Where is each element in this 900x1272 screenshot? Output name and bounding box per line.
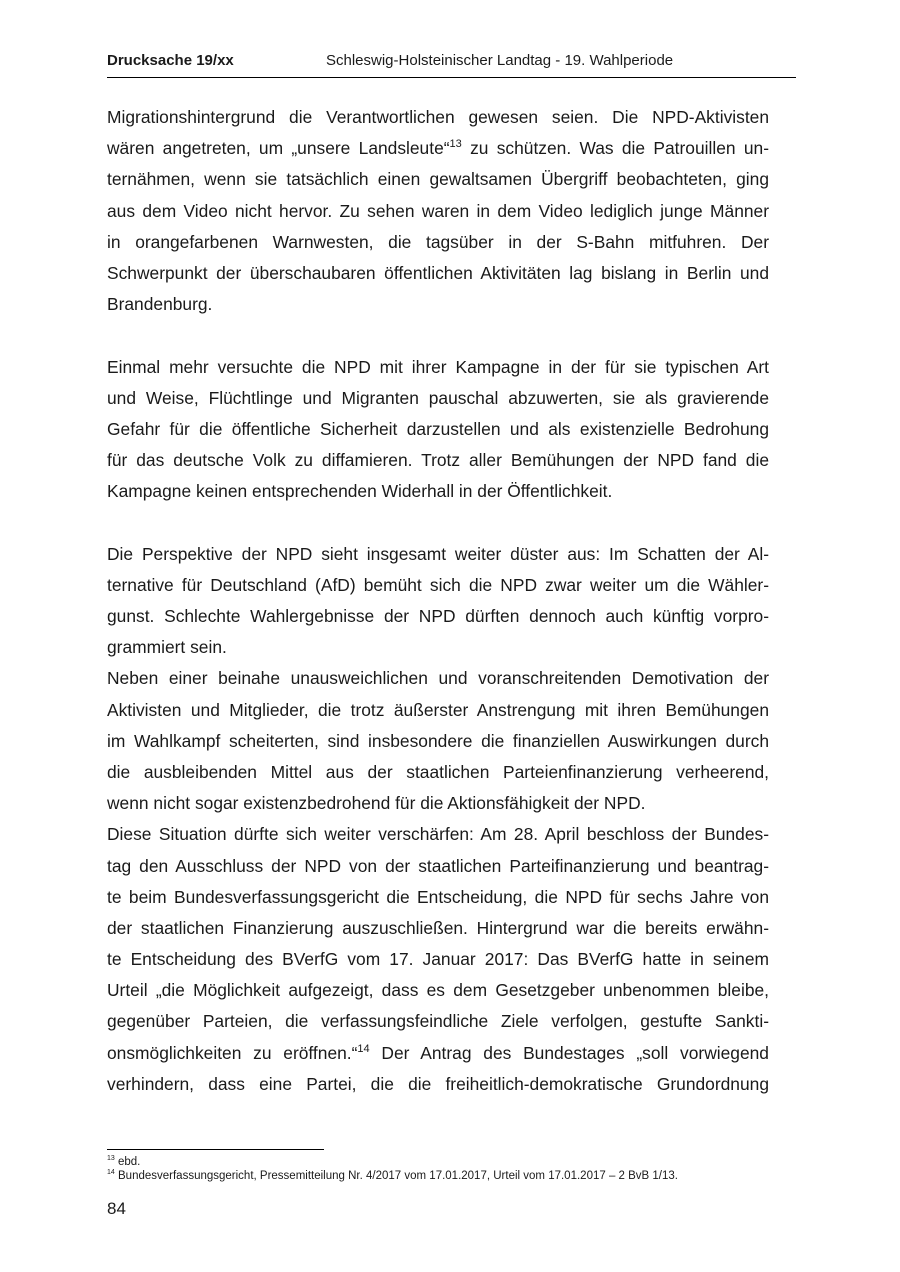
text-line: im Wahlkampf scheiterten, sind insbesondere die finanziellen Auswirkungen durch (107, 730, 769, 751)
text-line: gegenüber Parteien, die verfassungsfeindliche Ziele verfolgen, gestufte Sankti- (107, 1011, 769, 1032)
text-line (107, 133, 769, 164)
text-line: Migrationshintergrund die Verantwortlichen gewesen seien. Die NPD-Aktivisten (107, 107, 769, 127)
paragraph (107, 102, 769, 320)
page-header (107, 52, 796, 78)
paragraph (107, 352, 769, 508)
text-segment: onsmöglichkeiten zu eröffnen.“ (107, 1042, 358, 1063)
text-segment: zu schützen. Was die Patrouillen un- (461, 138, 769, 159)
text-line: für das deutsche Volk zu diffamieren. Trotz aller Bemühungen der NPD fand die (107, 450, 769, 471)
text-line: verhindern, dass eine Partei, die die freiheitlich-demokratische Grundordnung (107, 1073, 769, 1094)
footnotes (107, 1155, 807, 1183)
footnote (107, 1155, 807, 1169)
text-line: grammiert sein. (107, 637, 227, 658)
footnote-text: Bundesverfassungsgericht, Pressemitteilung Nr. 4/2017 vom 17.01.2017, Urteil vom 17.01.2017 – 2 BvB 1/13. (118, 1170, 678, 1182)
text-line: tag den Ausschluss der NPD von der staatlichen Parteifinanzierung und beantrag- (107, 855, 769, 876)
text-line: Neben einer beinahe unausweichlichen und voranschreitenden Demotivation der (107, 668, 769, 689)
text-line: die ausbleibenden Mittel aus der staatlichen Parteienfinanzierung verheerend, (107, 761, 769, 782)
text-line: und Weise, Flüchtlinge und Migranten pauschal abzuwerten, sie als gravierende (107, 387, 769, 408)
footnote-reference: 13 (449, 138, 462, 151)
paragraph (107, 663, 769, 819)
footnote-divider (107, 1149, 324, 1150)
text-line: wenn nicht sogar existenzbedrohend für die Aktionsfähigkeit der NPD. (107, 793, 646, 814)
paragraph (107, 539, 769, 664)
header-divider (107, 77, 796, 78)
footnote-text: ebd. (118, 1156, 141, 1168)
footnote-number: 13 (107, 1155, 115, 1163)
footnote (107, 1169, 807, 1183)
text-line: Kampagne keinen entsprechenden Widerhall in der Öffentlichkeit. (107, 481, 613, 502)
text-line: Schwerpunkt der überschaubaren öffentlichen Aktivitäten lag bislang in Berlin und (107, 262, 769, 283)
text-line: in orangefarbenen Warnwesten, die tagsüber in der S-Bahn mitfuhren. Der (107, 231, 769, 252)
paragraph-gap (107, 320, 769, 351)
footnote-reference: 14 (357, 1042, 370, 1055)
header-title: Schleswig-Holsteinischer Landtag - 19. Wahlperiode (326, 52, 674, 69)
text-line: Aktivisten und Mitglieder, die trotz äußerster Anstrengung mit ihren Bemühungen (107, 699, 769, 720)
text-line: gunst. Schlechte Wahlergebnisse der NPD dürften dennoch auch künftig vorpro- (107, 606, 769, 626)
text-line: der staatlichen Finanzierung auszuschließen. Hintergrund war die bereits erwähn- (107, 917, 769, 938)
paragraph-gap (107, 507, 769, 538)
text-line: Die Perspektive der NPD sieht insgesamt weiter düster aus: Im Schatten der Al- (107, 543, 769, 564)
text-line: Brandenburg. (107, 294, 213, 315)
text-line: Gefahr für die öffentliche Sicherheit darzustellen und als existenzielle Bedrohung (107, 418, 769, 439)
text-line (107, 1038, 769, 1069)
text-line: Diese Situation dürfte sich weiter verschärfen: Am 28. April beschloss der Bundes- (107, 824, 769, 845)
text-line: Urteil „die Möglichkeit aufgezeigt, dass es dem Gesetzgeber unbenommen bleibe, (107, 980, 769, 1001)
text-line: ternähmen, wenn sie tatsächlich einen gewaltsamen Übergriff beobachteten, ging (107, 169, 769, 190)
text-line: te Entscheidung des BVerfG vom 17. Januar 2017: Das BVerfG hatte in seinem (107, 949, 769, 970)
text-line: Einmal mehr versuchte die NPD mit ihrer Kampagne in der für sie typischen Art (107, 356, 769, 377)
footnote-number: 14 (107, 1169, 115, 1177)
document-number: Drucksache 19/xx (107, 52, 234, 69)
text-line: aus dem Video nicht hervor. Zu sehen waren in dem Video lediglich junge Männer (107, 200, 769, 221)
text-line: ternative für Deutschland (AfD) bemüht sich die NPD zwar weiter um die Wähler- (107, 574, 769, 595)
page-number: 84 (107, 1199, 126, 1218)
text-segment: Der Antrag des Bundestages „soll vorwiegend (369, 1042, 769, 1063)
text-segment: wären angetreten, um „unsere Landsleute“ (107, 138, 450, 159)
paragraph (107, 819, 769, 1100)
text-line: te beim Bundesverfassungsgericht die Entscheidung, die NPD für sechs Jahre von (107, 886, 769, 907)
body-text (107, 102, 769, 1100)
